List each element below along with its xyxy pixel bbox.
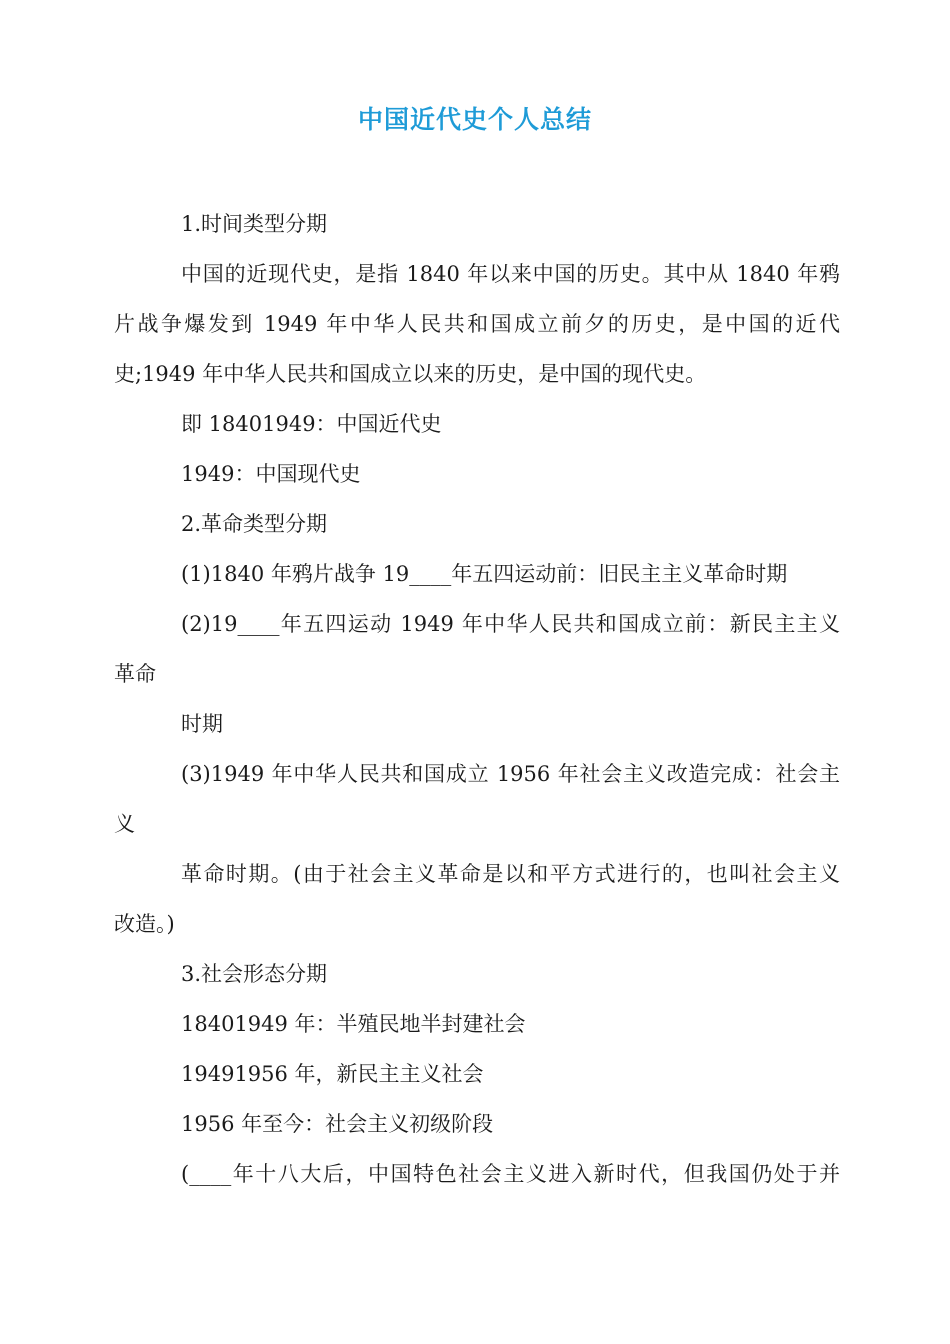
paragraph-line: 义 bbox=[114, 812, 135, 836]
paragraph-line: 改造。) bbox=[114, 912, 175, 936]
paragraph-line: (____年十八大后，中国特色社会主义进入新时代，但我国仍处于并 bbox=[181, 1162, 840, 1186]
paragraph-line: 革命时期。(由于社会主义革命是以和平方式进行的，也叫社会主义 bbox=[181, 862, 840, 886]
section-heading-time-periods: 1.时间类型分期 bbox=[181, 212, 328, 236]
paragraph-line: 革命 bbox=[114, 662, 156, 686]
section-heading-social-periods: 3.社会形态分期 bbox=[181, 962, 328, 986]
paragraph-line: 即 18401949：中国近代史 bbox=[181, 412, 442, 436]
section-heading-revolution-periods: 2.革命类型分期 bbox=[181, 512, 328, 536]
paragraph-line: 18401949 年：半殖民地半封建社会 bbox=[181, 1012, 526, 1036]
paragraph-line: 1949：中国现代史 bbox=[181, 462, 361, 486]
paragraph-line: 时期 bbox=[181, 712, 223, 736]
list-item: (1)1840 年鸦片战争 19____年五四运动前：旧民主主义革命时期 bbox=[181, 562, 788, 586]
document-body bbox=[114, 199, 840, 1199]
document-title: 中国近代史个人总结 bbox=[357, 105, 592, 134]
paragraph-line: 19491956 年，新民主主义社会 bbox=[181, 1062, 484, 1086]
list-item: (2)19____年五四运动 1949 年中华人民共和国成立前：新民主主义 bbox=[181, 612, 840, 636]
paragraph-line: 史;1949 年中华人民共和国成立以来的历史，是中国的现代史。 bbox=[114, 362, 707, 386]
paragraph-line: 1956 年至今：社会主义初级阶段 bbox=[181, 1112, 494, 1136]
paragraph-line: 中国的近现代史，是指 1840 年以来中国的历史。其中从 1840 年鸦 bbox=[181, 262, 840, 286]
paragraph-line: 片战争爆发到 1949 年中华人民共和国成立前夕的历史，是中国的近代 bbox=[114, 312, 840, 336]
list-item: (3)1949 年中华人民共和国成立 1956 年社会主义改造完成：社会主 bbox=[181, 762, 840, 786]
